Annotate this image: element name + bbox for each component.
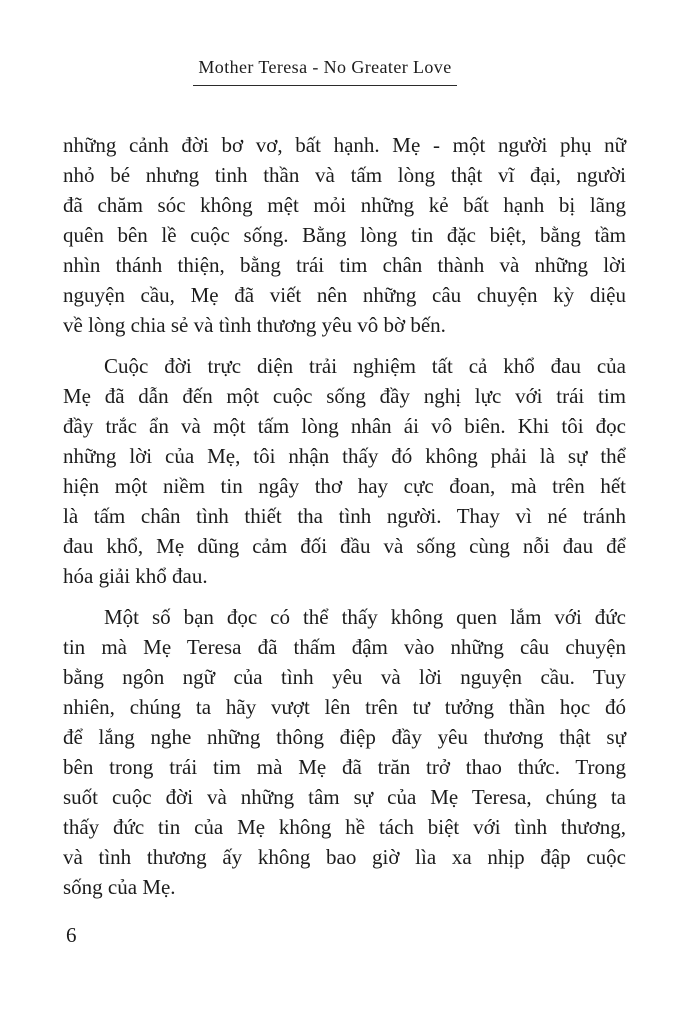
- page-body-text: [63, 130, 626, 913]
- text-line: tin mà Mẹ Teresa đã thấm đậm vào những câu chuyện: [63, 635, 626, 659]
- text-line: nhìn thánh thiện, bằng trái tim chân thành và những lời: [63, 253, 626, 277]
- text-line: nhiên, chúng ta hãy vượt lên trên tư tưởng thần học đó: [63, 695, 626, 719]
- text-line: nguyện cầu, Mẹ đã viết nên những câu chuyện kỳ diệu: [63, 283, 626, 307]
- text-line: đau khổ, Mẹ dũng cảm đối đầu và sống cùng nỗi đau để: [63, 534, 626, 558]
- text-line: suốt cuộc đời và những tâm sự của Mẹ Teresa, chúng ta: [63, 785, 626, 809]
- book-title: Mother Teresa - No Greater Love: [193, 57, 456, 86]
- text-line: sống của Mẹ.: [63, 875, 176, 899]
- text-line: quên bên lề cuộc sống. Bằng lòng tin đặc biệt, bằng tầm: [63, 223, 626, 247]
- text-line: hóa giải khổ đau.: [63, 564, 208, 588]
- text-line: và tình thương ấy không bao giờ lìa xa nhịp đập cuộc: [63, 845, 626, 869]
- text-line: thấy đức tin của Mẹ không hề tách biệt với tình thương,: [63, 815, 626, 839]
- text-line: bên trong trái tim mà Mẹ đã trăn trở thao thức. Trong: [63, 755, 626, 779]
- text-line: bằng ngôn ngữ của tình yêu và lời nguyện cầu. Tuy: [63, 665, 626, 689]
- text-line: những lời của Mẹ, tôi nhận thấy đó không phải là sự thể: [63, 444, 626, 468]
- text-line: hiện một niềm tin ngây thơ hay cực đoan, mà trên hết: [63, 474, 626, 498]
- text-line: về lòng chia sẻ và tình thương yêu vô bờ bến.: [63, 313, 446, 337]
- text-line: đã chăm sóc không mệt mỏi những kẻ bất hạnh bị lãng: [63, 193, 626, 217]
- page-number: 6: [66, 923, 77, 947]
- text-line: nhỏ bé nhưng tinh thần và tấm lòng thật vĩ đại, người: [63, 163, 626, 187]
- running-header: [0, 57, 686, 86]
- text-line: Mẹ đã dẫn đến một cuộc sống đầy nghị lực với trái tim: [63, 384, 626, 408]
- text-line: đầy trắc ẩn và một tấm lòng nhân ái vô biên. Khi tôi đọc: [63, 414, 626, 438]
- paragraph: [63, 602, 626, 902]
- paragraph: [63, 130, 626, 340]
- text-line: những cảnh đời bơ vơ, bất hạnh. Mẹ - một người phụ nữ: [63, 133, 626, 157]
- text-line: để lắng nghe những thông điệp đầy yêu thương thật sự: [63, 725, 626, 749]
- text-line: Cuộc đời trực diện trải nghiệm tất cả khổ đau của: [104, 354, 626, 378]
- text-line: là tấm chân tình thiết tha tình người. Thay vì né tránh: [63, 504, 626, 528]
- text-line: Một số bạn đọc có thể thấy không quen lắm với đức: [104, 605, 626, 629]
- paragraph: [63, 351, 626, 591]
